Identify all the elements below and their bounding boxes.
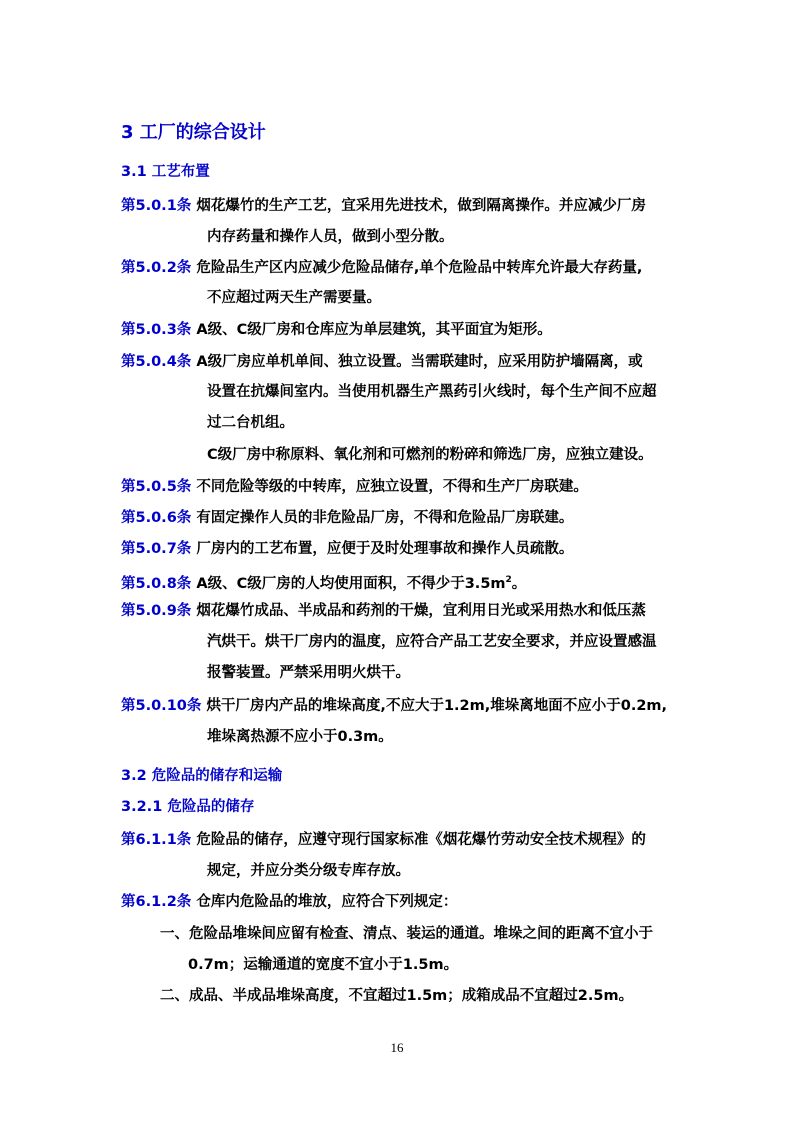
article-text-line: 设置在抗爆间室内。当使用机器生产黑药引火线时，每个生产间不应超 (207, 384, 657, 400)
article-text: 烘干厂房内产品的堆垛高度,不应大于1.2m,堆垛离地面不应小于0.2m, (206, 698, 668, 714)
article-label: 第5.0.2条 (121, 260, 192, 276)
article-text: A级厂房应单机单间、独立设置。当需联建时，应采用防护墙隔离，或 (196, 354, 643, 370)
article-text: 不同危险等级的中转库，应独立设置，不得和生产厂房联建。 (196, 479, 588, 495)
article-5-0-4 (121, 352, 643, 372)
article-5-0-7 (121, 539, 573, 559)
article-text-line: 不应超过两天生产需要量。 (207, 290, 381, 306)
article-label: 第5.0.10条 (121, 698, 202, 714)
article-6-1-2 (121, 892, 457, 912)
article-label: 第5.0.1条 (121, 198, 192, 214)
article-text-line: 汽烘干。烘干厂房内的温度，应符合产品工艺安全要求，并应设置感温 (207, 634, 657, 650)
article-text: 烟花爆竹的生产工艺，宜采用先进技术，做到隔离操作。并应减少厂房 (196, 198, 646, 214)
article-text: A级、C级厂房的人均使用面积，不得少于3.5m (196, 575, 506, 592)
article-label: 第5.0.8条 (121, 575, 192, 592)
page-number: 16 (390, 1040, 404, 1055)
section-heading-3: 3 工厂的综合设计 (121, 122, 266, 143)
list-item-2: 二、成品、半成品堆垛高度，不宜超过1.5m；成箱成品不宜超过2.5m。 (160, 988, 634, 1004)
article-text-line: 堆垛离热源不应小于0.3m。 (207, 729, 393, 745)
article-label: 第5.0.6条 (121, 510, 192, 526)
article-text: 仓库内危险品的堆放，应符合下列规定： (196, 894, 458, 910)
article-6-1-1 (121, 830, 646, 850)
article-text: 危险品生产区内应减少危险品储存,单个危险品中转库允许最大存药量, (196, 260, 643, 276)
article-label: 第6.1.1条 (121, 832, 192, 848)
article-5-0-2 (121, 258, 642, 278)
article-5-0-1 (121, 196, 646, 216)
article-text-tail: 。 (511, 575, 527, 592)
section-heading-3-2-1: 3.2.1 危险品的储存 (121, 799, 255, 815)
article-text-line: C级厂房中称原料、氧化剂和可燃剂的粉碎和筛选厂房，应独立建设。 (207, 447, 653, 463)
list-item-1: 一、危险品堆垛间应留有检查、清点、装运的通道。堆垛之间的距离不宜小于 (160, 926, 653, 942)
superscript: 2 (505, 575, 512, 585)
article-5-0-6 (121, 508, 573, 528)
article-label: 第5.0.7条 (121, 541, 192, 557)
article-5-0-3 (121, 320, 552, 340)
article-text-line: 报警装置。严禁采用明火烘干。 (207, 665, 410, 681)
article-text: 危险品的储存，应遵守现行国家标准《烟花爆竹劳动安全技术规程》的 (196, 832, 646, 848)
article-label: 第5.0.9条 (121, 603, 192, 619)
section-heading-3-1: 3.1 工艺布置 (121, 164, 210, 180)
list-item-1-continuation: 0.7m；运输通道的宽度不宜小于1.5m。 (188, 957, 459, 973)
article-text: A级、C级厂房和仓库应为单层建筑，其平面宜为矩形。 (196, 322, 552, 338)
article-5-0-8 (121, 570, 526, 594)
section-heading-3-2: 3.2 危险品的储存和运输 (121, 768, 283, 784)
article-5-0-10 (121, 696, 667, 716)
article-text: 有固定操作人员的非危险品厂房，不得和危险品厂房联建。 (196, 510, 574, 526)
article-label: 第5.0.3条 (121, 322, 192, 338)
article-text: 厂房内的工艺布置，应便于及时处理事故和操作人员疏散。 (196, 541, 574, 557)
article-text-line: 过二台机组。 (207, 415, 294, 431)
article-label: 第5.0.4条 (121, 354, 192, 370)
article-text-line: 内存药量和操作人员，做到小型分散。 (207, 229, 454, 245)
article-label: 第6.1.2条 (121, 894, 192, 910)
article-text: 烟花爆竹成品、半成品和药剂的干燥，宜利用日光或采用热水和低压蒸 (196, 603, 646, 619)
article-5-0-5 (121, 477, 588, 497)
article-label: 第5.0.5条 (121, 479, 192, 495)
article-text-line: 规定，并应分类分级专库存放。 (207, 863, 410, 879)
article-5-0-9 (121, 601, 646, 621)
